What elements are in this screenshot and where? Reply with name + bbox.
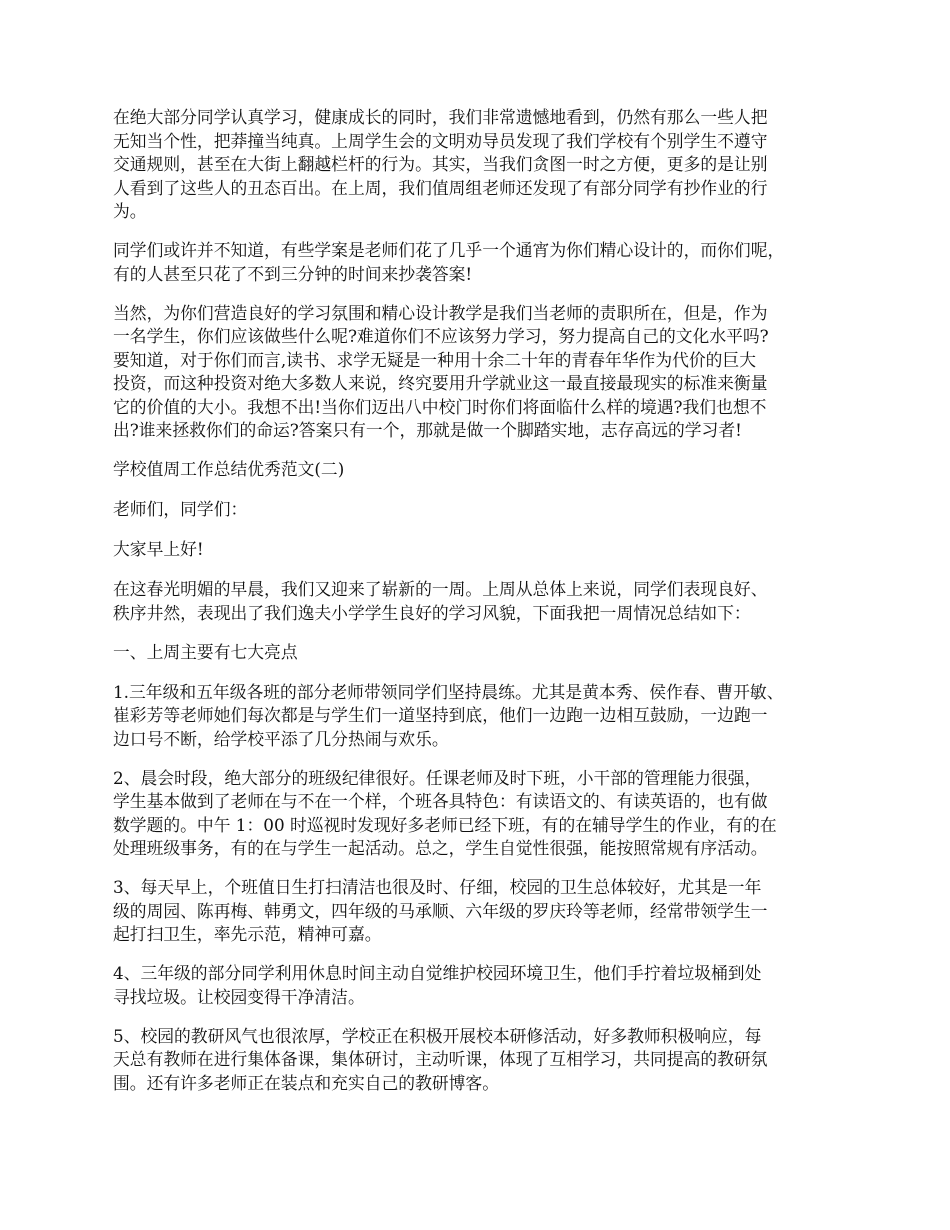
text-line: 围。还有许多老师正在装点和充实自己的教研博客。	[113, 1072, 499, 1093]
text-line: 边口号不断，给学校平添了几分热闹与欢乐。	[113, 728, 449, 749]
text-line: 人看到了这些人的丑态百出。在上周，我们值周组老师还发现了有部分同学有抄作业的行	[113, 177, 768, 198]
paragraph-responsibility	[113, 302, 848, 443]
text-line: 要知道，对于你们而言,读书、求学无疑是一种用十余二十年的青春年华作为代价的巨大	[113, 349, 757, 370]
text-line: 5、校园的教研风气也很浓厚，学校正在积极开展校本研修活动，好多教师积极响应，每	[113, 1025, 762, 1046]
text-line: 出?谁来拯救你们的命运?答案只有一个，那就是做一个脚踏实地，志存高远的学习者!	[113, 420, 742, 440]
text-line: 在这春光明媚的早晨，我们又迎来了崭新的一周。上周从总体上来说，同学们表现良好、	[113, 579, 768, 599]
list-item-4	[113, 962, 848, 1009]
text-line: 级的周园、陈再梅、韩勇文，四年级的马承顺、六年级的罗庆玲等老师，经常带领学生一	[113, 900, 768, 921]
text-line: 寻找垃圾。让校园变得干净清洁。	[113, 986, 365, 1007]
heading-text: 学校值周工作总结优秀范文(二)	[113, 459, 345, 479]
text-line: 数学题的。中午 1：00 时巡视时发现好多老师已经下班，有的在辅导学生的作业，有的在	[113, 814, 777, 835]
text-line: 秩序井然，表现出了我们逸夫小学学生良好的学习风貌，下面我把一周情况总结如下：	[113, 602, 751, 623]
list-item-3	[113, 876, 848, 947]
list-item-2	[113, 767, 848, 861]
text-line: 它的价值的大小。我想不出!当你们迈出八中校门时你们将面临什么样的境遇?我们也想不	[113, 396, 767, 417]
section-title	[113, 458, 848, 482]
text-line: 起打扫卫生，率先示范，精神可嘉。	[113, 924, 382, 944]
text-line: 无知当个性，把莽撞当纯真。上周学生会的文明劝导员发现了我们学校有个别学生不遵守	[113, 130, 768, 151]
document-page	[113, 106, 848, 1111]
text-line: 4、三年级的部分同学利用休息时间主动自觉维护校园环境卫生，他们手拧着垃圾桶到处	[113, 963, 762, 983]
text-line: 有的人甚至只花了不到三分钟的时间来抄袭答案!	[113, 263, 473, 284]
salutation	[113, 498, 848, 522]
text-line: 大家早上好!	[113, 539, 204, 559]
greeting	[113, 538, 848, 562]
heading-text: 一、上周主要有七大亮点	[113, 641, 298, 662]
text-line: 当然，为你们营造良好的学习氛围和精心设计教学是我们当老师的责职所在，但是，作为	[113, 302, 768, 323]
text-line: 崔彩芳等老师她们每次都是与学生们一道坚持到底，他们一边跑一边相互鼓励，一边跑一	[113, 705, 768, 725]
text-line: 一名学生，你们应该做些什么呢?难道你们不应该努力学习，努力提高自己的文化水平吗?	[113, 326, 769, 346]
text-line: 投资，而这种投资对绝大多数人来说，终究要用升学就业这一最直接最现实的标准来衡量	[113, 373, 768, 393]
text-line: 为。	[113, 201, 147, 221]
text-line: 天总有教师在进行集体备课，集体研讨，主动听课，体现了互相学习，共同提高的教研氛	[113, 1049, 768, 1069]
list-item-5	[113, 1025, 848, 1096]
text-line: 学生基本做到了老师在与不在一个样，个班各具特色：有读语文的、有读英语的，也有做	[113, 791, 768, 811]
paragraph-introduction	[113, 578, 848, 625]
text-line: 2、晨会时段，绝大部分的班级纪律很好。任课老师及时下班，小干部的管理能力很强，	[113, 767, 762, 788]
subsection-title	[113, 641, 848, 665]
text-line: 3、每天早上，个班值日生打扫清洁也很及时、仔细，校园的卫生总体较好，尤其是一年	[113, 877, 762, 897]
text-line: 交通规则，甚至在大街上翻越栏杆的行为。其实，当我们贪图一时之方便，更多的是让别	[113, 154, 768, 174]
text-line: 1.三年级和五年级各班的部分老师带领同学们坚持晨练。尤其是黄本秀、侯作春、曹开敏、	[113, 681, 784, 702]
text-line: 老师们，同学们：	[113, 499, 248, 519]
text-line: 同学们或许并不知道，有些学案是老师们花了几乎一个通宵为你们精心设计的，而你们呢，	[113, 240, 785, 260]
text-line: 在绝大部分同学认真学习，健康成长的同时，我们非常遗憾地看到，仍然有那么一些人把	[113, 107, 768, 127]
text-line: 处理班级事务，有的在与学生一起活动。总之，学生自觉性很强，能按照常规有序活动。	[113, 838, 768, 858]
paragraph-study-plans	[113, 239, 848, 286]
paragraph-copying-homework	[113, 106, 848, 224]
list-item-1	[113, 681, 848, 752]
